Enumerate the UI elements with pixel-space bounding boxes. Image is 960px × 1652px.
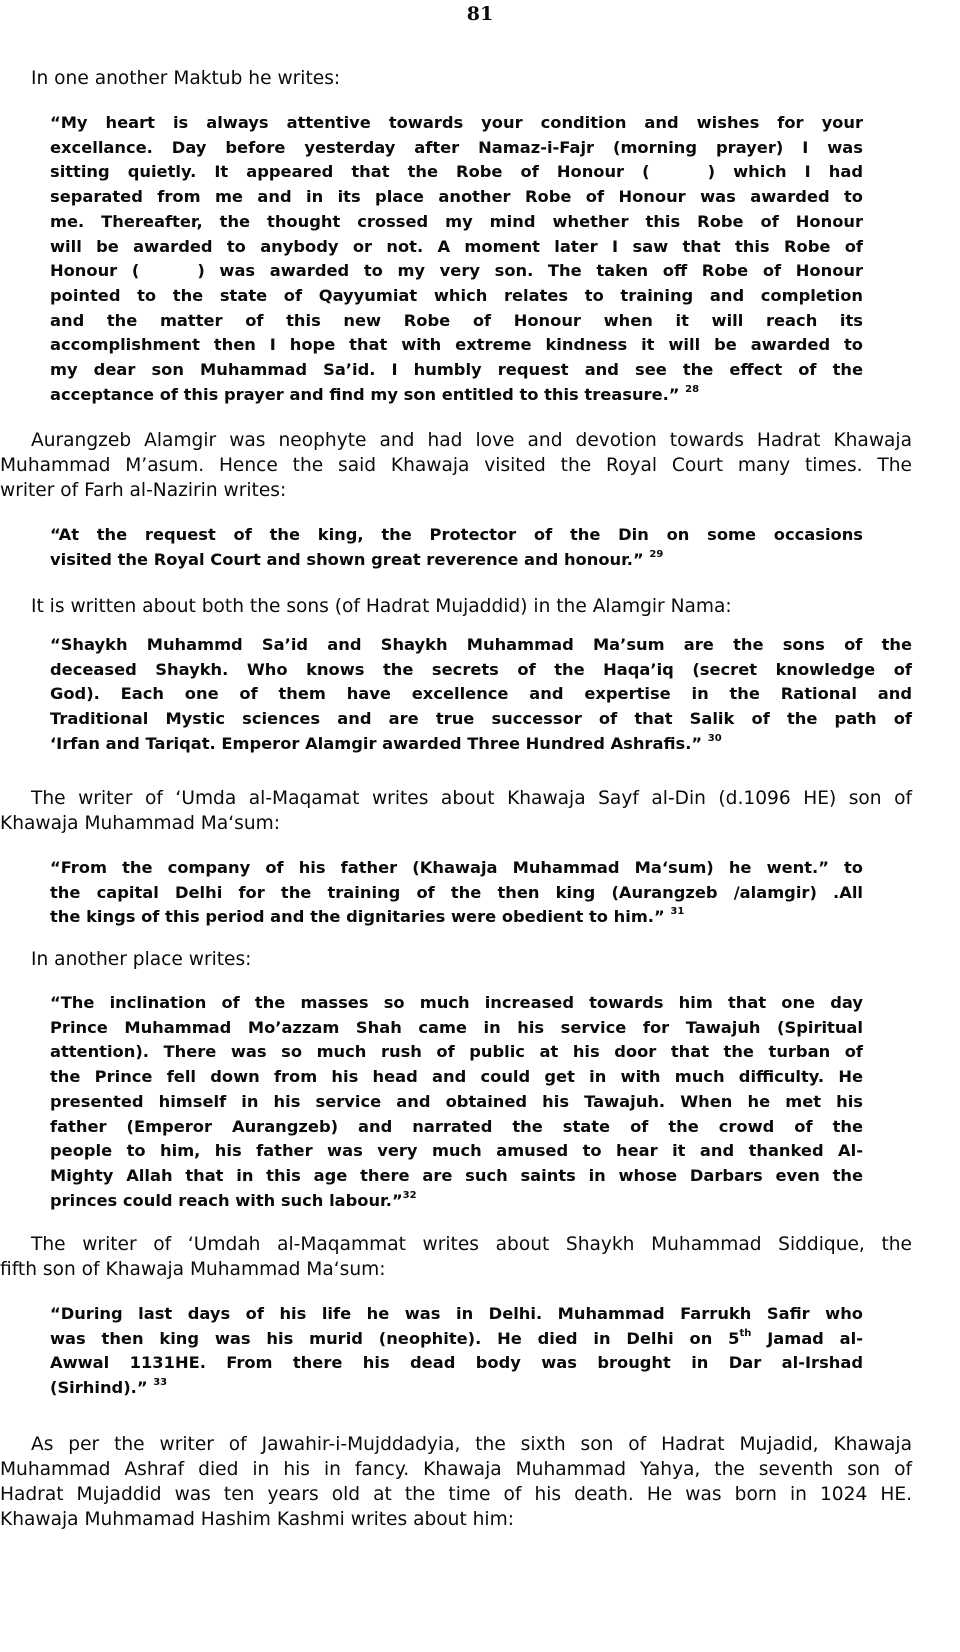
quote-line: was then king was his murid (neophite). He died in Delhi on 5th Jamad al- <box>50 1327 863 1348</box>
paragraph-intro-maktub <box>31 66 881 91</box>
paragraph-umdah-al-maqammat <box>0 1232 912 1282</box>
paragraph-alamgir-nama <box>31 594 911 619</box>
ordinal-suffix: th <box>739 1327 752 1339</box>
quote-maktub <box>50 111 863 407</box>
quote-line: “The inclination of the masses so much increased towards him that one day <box>50 993 863 1012</box>
quote-alamgir-nama <box>50 633 912 757</box>
quote-prince-muazzam <box>50 991 863 1213</box>
footnote-ref: 32 <box>402 1189 417 1201</box>
quote-line-part: Honour ( <box>50 261 140 281</box>
quote-line: my dear son Muhammad Sa’id. I humbly request and see the effect of the <box>50 360 863 380</box>
paragraph-aurangzeb <box>0 428 912 503</box>
quote-farh-al-nazirin <box>50 523 863 572</box>
quote-line: Awwal 1131HE. From there his dead body was brought in Dar al-Irshad <box>50 1353 863 1373</box>
paragraph-line: Khawaja Muhmamad Hashim Kashmi writes about him: <box>0 1509 514 1530</box>
footnote-ref: 30 <box>707 732 722 744</box>
quote-line: Mighty Allah that in this age there are such saints in whose Darbars even the <box>50 1165 863 1185</box>
quote-line: Prince Muhammad Mo’azzam Shah came in his service for Tawajuh (Spiritual <box>50 1017 863 1037</box>
quote-line: the kings of this period and the dignitaries were obedient to him.” $^{31}$ <box>50 906 685 927</box>
paragraph-line: Aurangzeb Alamgir was neophyte and had love and devotion towards Hadrat Khawaja <box>31 430 912 451</box>
paragraph-line: In one another Maktub he writes: <box>31 68 341 89</box>
quote-sayf-al-din <box>50 856 863 930</box>
quote-line: God). Each one of them have excellence and expertise in the Rational and <box>50 684 912 704</box>
quote-line: father (Emperor Aurangzeb) and narrated the state of the crowd of the <box>50 1116 863 1136</box>
quote-line: deceased Shaykh. Who knows the secrets of the Haqa’iq (secret knowledge of <box>50 659 912 679</box>
quote-line <box>50 259 863 284</box>
quote-line: acceptance of this prayer and find my son entitled to this treasure.” $^{28}$ <box>50 383 700 404</box>
quote-line <box>50 160 863 185</box>
paragraph-line: The writer of ‘Umdah al-Maqammat writes about Shaykh Muhammad Siddique, the <box>31 1234 912 1255</box>
paragraph-line: Muhammad Ashraf died in his in fancy. Khawaja Muhammad Yahya, the seventh son of <box>0 1459 912 1480</box>
quote-line: the Prince fell down from his head and could get in with much difficulty. He <box>50 1067 863 1087</box>
quote-line-part: sitting quietly. It appeared that the Robe of Honour ( <box>50 162 650 182</box>
paragraph-line: The writer of ‘Umda al-Maqamat writes about Khawaja Sayf al-Din (d.1096 HE) son of <box>31 788 912 809</box>
quote-muhammad-siddique <box>50 1302 863 1401</box>
quote-line: me. Thereafter, the thought crossed my mind whether this Robe of Honour <box>50 211 863 231</box>
quote-line: pointed to the state of Qayyumiat which relates to training and completion <box>50 285 863 305</box>
quote-line: Traditional Mystic sciences and are true successor of that Salik of the path of <box>50 709 912 729</box>
footnote-ref: 28 <box>685 383 700 395</box>
paragraph-line: Muhammad M’asum. Hence the said Khawaja visited the Royal Court many times. The <box>0 455 912 476</box>
paragraph-line: fifth son of Khawaja Muhammad Ma‘sum: <box>0 1259 386 1280</box>
quote-line: visited the Royal Court and shown great reverence and honour.” $^{29}$ <box>50 548 664 569</box>
footnote-ref: 33 <box>153 1377 168 1389</box>
quote-line: attention). There was so much rush of public at his door that the turban of <box>50 1042 863 1062</box>
quote-line: “At the request of the king, the Protector of the Din on some occasions <box>50 525 863 544</box>
footnote-ref: 29 <box>649 548 664 560</box>
quote-line: accomplishment then I hope that with extreme kindness it will be awarded to <box>50 335 863 355</box>
quote-line: the capital Delhi for the training of the then king (Aurangzeb /alamgir) .All <box>50 882 863 902</box>
page-number: 81 <box>466 3 494 25</box>
quote-line: ‘Irfan and Tariqat. Emperor Alamgir awarded Three Hundred Ashrafis.” $^{30}$ <box>50 732 722 753</box>
paragraph-line: As per the writer of Jawahir-i-Mujddadyia, the sixth son of Hadrat Mujadid, Khawaja <box>31 1434 912 1455</box>
footnote-ref: 31 <box>670 906 685 918</box>
quote-line: excellance. Day before yesterday after Namaz-i-Fajr (morning prayer) I was <box>50 137 863 157</box>
quote-line: and the matter of this new Robe of Honour when it will reach its <box>50 310 863 330</box>
quote-line: (Sirhind).” $^{33}$ <box>50 1377 168 1398</box>
quote-line: “During last days of his life he was in Delhi. Muhammad Farrukh Safir who <box>50 1304 863 1323</box>
quote-line: people to him, his father was very much amused to hear it and thanked Al- <box>50 1141 863 1161</box>
paragraph-another-place <box>31 947 881 972</box>
quote-line: “From the company of his father (Khawaja Muhammad Ma‘sum) he went.” to <box>50 858 863 877</box>
paragraph-line: In another place writes: <box>31 949 252 970</box>
paragraph-line: Khawaja Muhammad Ma‘sum: <box>0 813 280 834</box>
paragraph-jawahir-i-mujddadyia <box>0 1432 912 1532</box>
quote-line: “My heart is always attentive towards your condition and wishes for your <box>50 113 863 132</box>
quote-line-part: ) which I had <box>707 162 863 182</box>
quote-line: separated from me and in its place another Robe of Honour was awarded to <box>50 187 863 207</box>
paragraph-line: It is written about both the sons (of Hadrat Mujaddid) in the Alamgir Nama: <box>31 596 732 617</box>
paragraph-line: writer of Farh al-Nazirin writes: <box>0 480 287 501</box>
quote-line: presented himself in his service and obtained his Tawajuh. When he met his <box>50 1091 863 1111</box>
quote-line: “Shaykh Muhammd Sa’id and Shaykh Muhammad Ma’sum are the sons of the <box>50 635 912 654</box>
quote-line: princes could reach with such labour.”$^{32}$ <box>50 1189 417 1210</box>
paragraph-umda-al-maqamat <box>0 786 912 836</box>
quote-line-part: ) was awarded to my very son. The taken off Robe of Honour <box>197 261 863 281</box>
quote-line: will be awarded to anybody or not. A moment later I saw that this Robe of <box>50 236 863 256</box>
paragraph-line: Hadrat Mujaddid was ten years old at the time of his death. He was born in 1024 HE. <box>0 1484 912 1505</box>
